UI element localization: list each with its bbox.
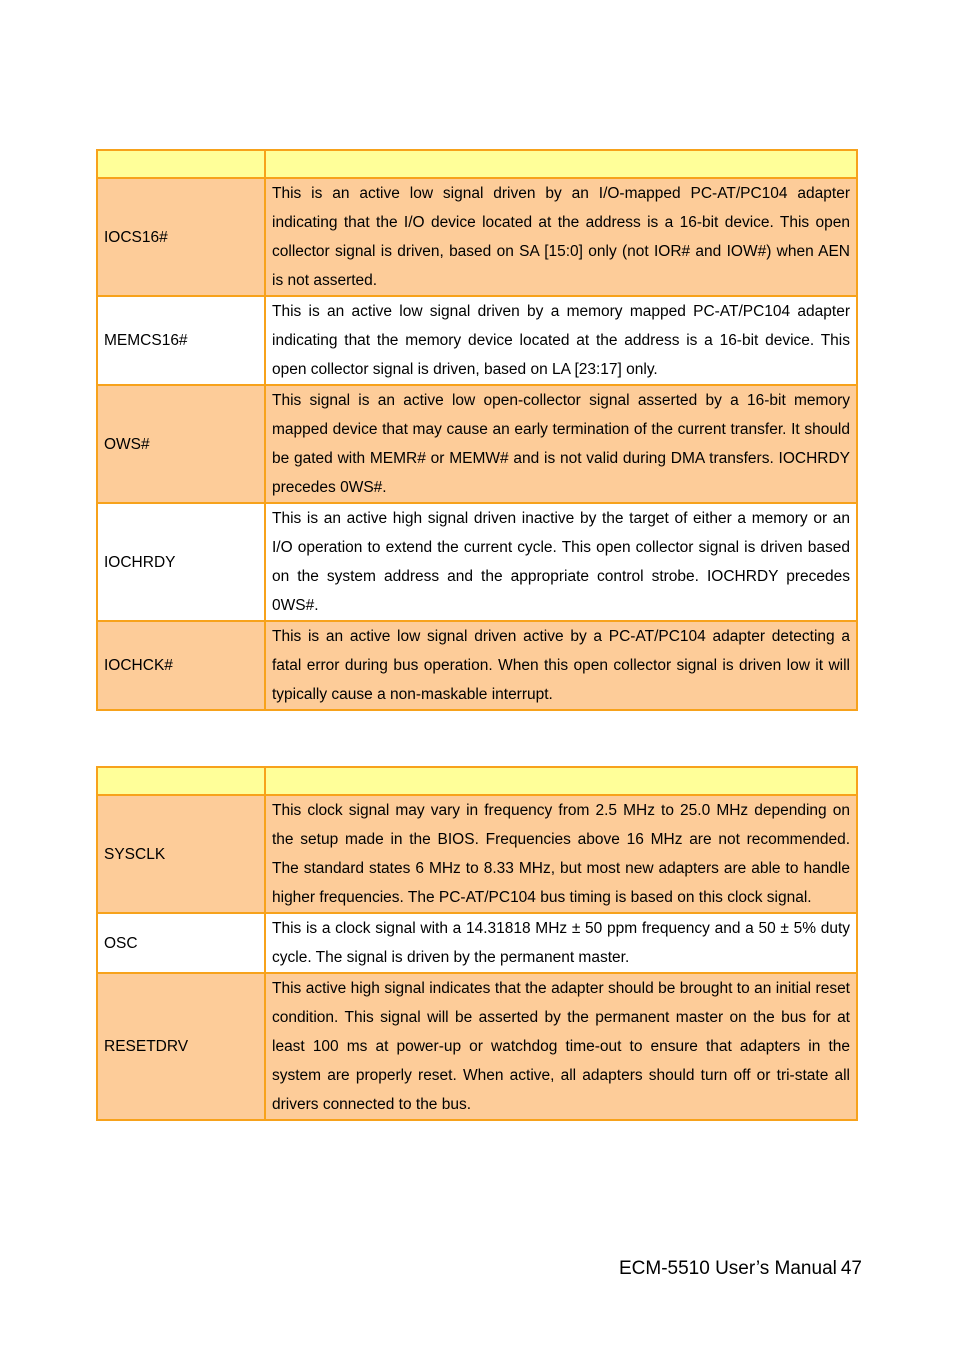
table-header-row: [97, 767, 857, 795]
signal-description: This is an active low signal driven active by a PC-AT/PC104 adapter detecting a fatal error during bus operation. When this open collector signal is driven low it will typically cause a non-maskable interrupt.: [265, 621, 857, 710]
signal-name: IOCS16#: [97, 178, 265, 296]
signal-name: IOCHCK#: [97, 621, 265, 710]
signal-name: SYSCLK: [97, 795, 265, 913]
signal-description: This active high signal indicates that the adapter should be brought to an initial reset condition. This signal will be asserted by the permanent master on the bus for at least 100 ms at power-up or watchdog time-out to ensure that adapters in the system are properly reset. When active, all adapters should turn off or tri-state all drivers connected to the bus.: [265, 973, 857, 1120]
signal-description: This clock signal may vary in frequency from 2.5 MHz to 25.0 MHz depending on the setup made in the BIOS. Frequencies above 16 MHz are not recommended. The standard states 6 MHz to 8.33 MHz, but most new adapters are able to handle higher frequencies. The PC-AT/PC104 bus timing is based on this clock signal.: [265, 795, 857, 913]
header-description-cell: [265, 150, 857, 178]
table-row: [97, 913, 857, 973]
header-description-cell: [265, 767, 857, 795]
table-row: [97, 795, 857, 913]
table-row: [97, 503, 857, 621]
page-number: 47: [840, 1258, 862, 1279]
signal-name: IOCHRDY: [97, 503, 265, 621]
signal-table-clock-reset: [96, 766, 858, 1121]
signal-name: RESETDRV: [97, 973, 265, 1120]
signal-table-bus-cycle: [96, 149, 858, 711]
signal-description: This is a clock signal with a 14.31818 MHz ± 50 ppm frequency and a 50 ± 5% duty cycle. The signal is driven by the permanent master.: [265, 913, 857, 973]
manual-title: ECM-5510 User’s Manual: [618, 1258, 837, 1279]
table-row: [97, 973, 857, 1120]
signal-description: This is an active low signal driven by a memory mapped PC-AT/PC104 adapter indicating that the memory device located at the address is a 16-bit device. This open collector signal is driven, based on LA [23:17] only.: [265, 296, 857, 385]
signal-name: OWS#: [97, 385, 265, 503]
table-row: [97, 178, 857, 296]
signal-description: This is an active high signal driven inactive by the target of either a memory or an I/O operation to extend the current cycle. This open collector signal is driven based on the system address and the appropriate control strobe. IOCHRDY precedes 0WS#.: [265, 503, 857, 621]
signal-name: OSC: [97, 913, 265, 973]
header-signal-cell: [97, 150, 265, 178]
page-footer: [615, 1258, 862, 1280]
signal-name: MEMCS16#: [97, 296, 265, 385]
table-header-row: [97, 150, 857, 178]
signal-description: This is an active low signal driven by an I/O-mapped PC-AT/PC104 adapter indicating that the I/O device located at the address is a 16-bit device. This open collector signal is driven, based on SA [15:0] only (not IOR# and IOW#) when AEN is not asserted.: [265, 178, 857, 296]
signal-description: This signal is an active low open-collector signal asserted by a 16-bit memory mapped device that may cause an early termination of the current transfer. It should be gated with MEMR# or MEMW# and is not valid during DMA transfers. IOCHRDY precedes 0WS#.: [265, 385, 857, 503]
table-row: [97, 296, 857, 385]
table-row: [97, 385, 857, 503]
table-row: [97, 621, 857, 710]
header-signal-cell: [97, 767, 265, 795]
